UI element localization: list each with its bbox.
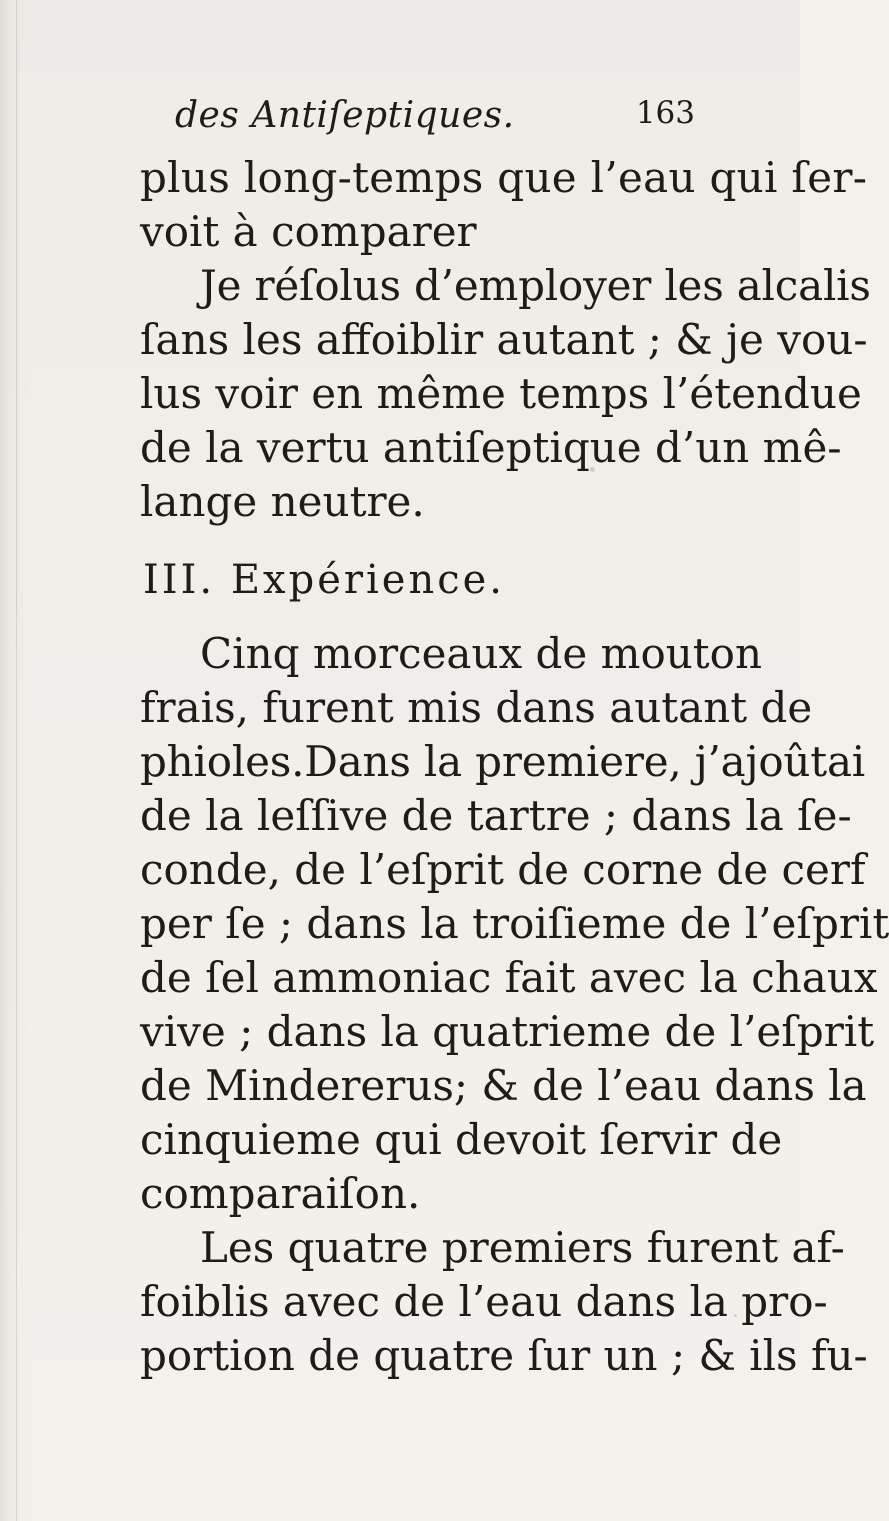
text-line: voit à comparer (140, 207, 477, 256)
text-line: de la vertu antiſeptique d’un mê- (140, 423, 842, 472)
text-line: de ſel ammoniac fait avec la chaux (140, 953, 878, 1002)
text-line: de la leſſive de tartre ; dans la ſe- (140, 791, 852, 840)
paper-speck (734, 1314, 737, 1317)
text-line: lange neutre. (140, 477, 425, 526)
text-line: portion de quatre ſur un ; & ils fu- (140, 1331, 868, 1380)
text-line: vive ; dans la quatrieme de l’eſprit (140, 1007, 875, 1056)
text-line: frais, furent mis dans autant de (140, 683, 813, 732)
section-heading: III. Expérience. (143, 557, 506, 603)
page-number: 163 (635, 95, 695, 131)
page-gutter-shadow (16, 0, 17, 1521)
text-line: ſans les affoiblir autant ; & je vou- (140, 315, 868, 364)
paragraph-start-line: Les quatre premiers furent af- (200, 1223, 845, 1272)
paragraph-start-line: Cinq morceaux de mouton (200, 629, 763, 678)
running-header (175, 95, 695, 143)
text-line: per ſe ; dans la troiſieme de l’eſprit (140, 899, 889, 948)
paper-speck (590, 467, 595, 472)
running-title: des Antiſeptiques. (175, 95, 515, 136)
text-line: conde, de l’eſprit de corne de cerf (140, 845, 866, 894)
text-line: phioles.Dans la premiere, j’ajoûtai (140, 737, 866, 786)
text-line: comparaiſon. (140, 1169, 421, 1218)
text-line: plus long-temps que l’eau qui ſer- (140, 153, 868, 202)
paper-speck (776, 1239, 780, 1243)
text-line: lus voir en même temps l’étendue (140, 369, 862, 418)
text-line: foiblis avec de l’eau dans la pro- (140, 1277, 828, 1326)
main-text (140, 151, 889, 1383)
text-line: cinquieme qui devoit ſervir de (140, 1115, 783, 1164)
text-line: de Mindererus; & de l’eau dans la (140, 1061, 867, 1110)
paragraph-start-line: Je réſolus d’employer les alcalis (200, 261, 871, 310)
